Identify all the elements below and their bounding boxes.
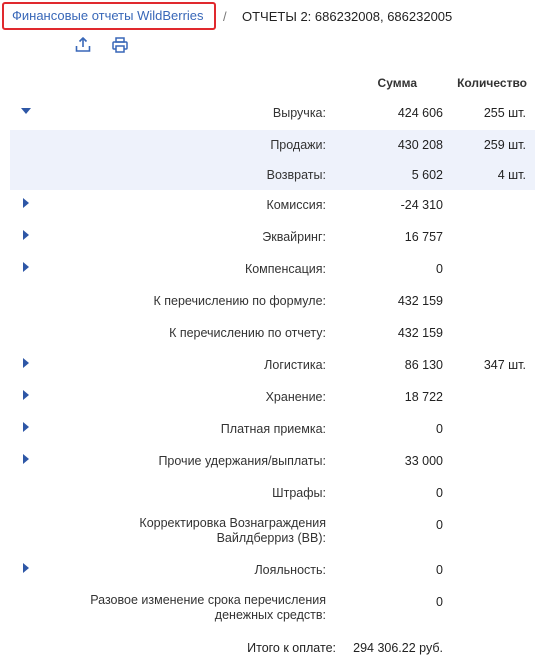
total-sum: 294 306.22 руб.	[353, 641, 443, 655]
row-label: Возвраты:	[266, 168, 326, 182]
caret-right-icon[interactable]	[20, 453, 32, 465]
row-label: Лояльность:	[254, 563, 326, 577]
breadcrumb-link-financial-reports[interactable]: Финансовые отчеты WildBerries	[2, 2, 216, 30]
row-label: Прочие удержания/выплаты:	[158, 454, 326, 468]
row-sum: 0	[436, 422, 443, 436]
caret-right-icon[interactable]	[20, 197, 32, 209]
row-sum: 5 602	[411, 168, 443, 182]
row-sum: 0	[436, 563, 443, 577]
header-sum: Сумма	[377, 76, 417, 90]
row-sum: -24 310	[400, 198, 443, 212]
row-label: Штрафы:	[272, 486, 326, 500]
row-label: Корректировка Вознаграждения Вайлдберриз (ВВ):	[139, 516, 326, 545]
row-label: Эквайринг:	[262, 230, 326, 244]
row-sum: 430 208	[397, 138, 443, 152]
row-label: Логистика:	[264, 358, 326, 372]
row-sum: 424 606	[397, 106, 443, 120]
header-quantity: Количество	[457, 76, 527, 90]
table-row[interactable]	[10, 350, 535, 382]
row-sum: 432 159	[397, 326, 443, 340]
table-row	[10, 318, 535, 350]
caret-right-icon[interactable]	[20, 389, 32, 401]
row-label: Выручка:	[272, 106, 326, 120]
row-sum: 432 159	[397, 294, 443, 308]
row-label: Платная приемка:	[220, 422, 326, 436]
table-row	[10, 130, 535, 160]
table-row	[10, 587, 535, 632]
row-label: К перечислению по формуле:	[153, 294, 326, 308]
table-row[interactable]	[10, 98, 535, 130]
caret-right-icon[interactable]	[20, 261, 32, 273]
total-label: Итого к оплате:	[247, 641, 336, 655]
row-label: Компенсация:	[244, 262, 326, 276]
row-quantity: 347 шт.	[483, 358, 526, 372]
table-row[interactable]	[10, 414, 535, 446]
row-sum: 18 722	[404, 390, 443, 404]
breadcrumb	[0, 0, 541, 34]
table-row[interactable]	[10, 446, 535, 478]
row-sum: 86 130	[404, 358, 443, 372]
caret-right-icon[interactable]	[20, 421, 32, 433]
row-sum: 0	[436, 262, 443, 276]
row-sum: 33 000	[404, 454, 443, 468]
financial-report-table	[10, 66, 535, 664]
table-row	[10, 510, 535, 555]
row-label: Комиссия:	[266, 198, 326, 212]
upload-icon[interactable]	[74, 36, 92, 54]
caret-right-icon[interactable]	[20, 229, 32, 241]
caret-right-icon[interactable]	[20, 562, 32, 574]
row-quantity: 255 шт.	[483, 106, 526, 120]
row-label: Хранение:	[265, 390, 326, 404]
table-row	[10, 286, 535, 318]
breadcrumb-current-report: ОТЧЕТЫ 2: 686232008, 686232005	[242, 9, 453, 24]
row-sum: 0	[436, 486, 443, 500]
row-label: Разовое изменение срока перечисления денежных средств:	[90, 593, 326, 622]
row-sum: 0	[436, 595, 443, 609]
table-row	[10, 160, 535, 190]
table-row[interactable]	[10, 222, 535, 254]
table-row[interactable]	[10, 254, 535, 286]
total-row	[10, 632, 535, 664]
row-quantity: 259 шт.	[483, 138, 526, 152]
row-sum: 0	[436, 518, 443, 532]
table-row[interactable]	[10, 190, 535, 222]
row-label: К перечислению по отчету:	[169, 326, 326, 340]
table-header	[10, 66, 535, 98]
table-row[interactable]	[10, 382, 535, 414]
table-row[interactable]	[10, 555, 535, 587]
row-label: Продажи:	[270, 138, 326, 152]
table-row	[10, 478, 535, 510]
caret-right-icon[interactable]	[20, 357, 32, 369]
printer-icon[interactable]	[111, 36, 129, 54]
row-quantity: 4 шт.	[497, 168, 526, 182]
breadcrumb-separator: /	[223, 9, 227, 24]
caret-down-icon[interactable]	[20, 105, 32, 117]
row-sum: 16 757	[404, 230, 443, 244]
